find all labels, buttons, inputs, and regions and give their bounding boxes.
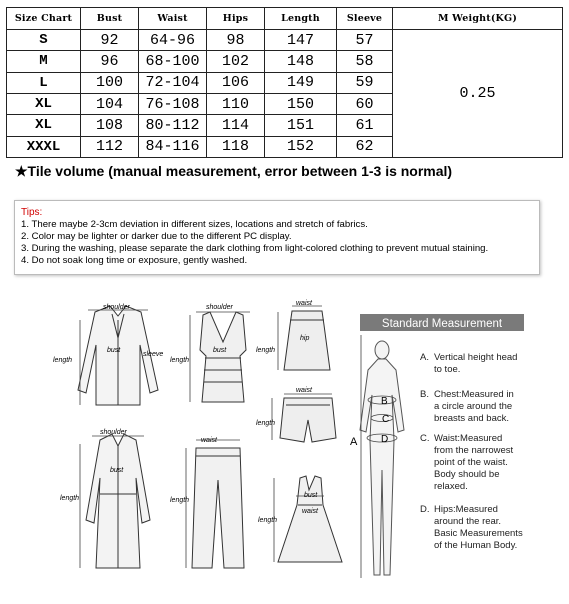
measurement-note: ★Tile volume (manual measurement, error between 1-3 is normal) bbox=[15, 163, 453, 179]
table-cell: 59 bbox=[337, 72, 393, 93]
weight-cell: 0.25 bbox=[393, 30, 563, 158]
table-cell: 62 bbox=[337, 136, 393, 157]
sleeve-label: sleeve bbox=[143, 351, 164, 358]
table-cell: 61 bbox=[337, 115, 393, 136]
tip-line: 3. During the washing, please separate the dark clothing from light-colored clothing to prevent mutual staining. bbox=[21, 243, 489, 254]
item-line: point of the waist. bbox=[434, 457, 508, 468]
header-cell: Sleeve bbox=[337, 8, 393, 30]
table-cell: 60 bbox=[337, 93, 393, 114]
tip-line: 2. Color may be lighter or darker due to the different PC display. bbox=[21, 231, 292, 242]
table-cell: 147 bbox=[265, 30, 337, 51]
table-cell: 150 bbox=[265, 93, 337, 114]
table-cell: S bbox=[7, 30, 81, 51]
waist-label: waist bbox=[201, 437, 217, 444]
shoulder-label: shoulder bbox=[103, 304, 130, 311]
coat-icon bbox=[86, 434, 150, 568]
table-cell: 152 bbox=[265, 136, 337, 157]
letter-c: C bbox=[382, 414, 390, 425]
table-cell: 76-108 bbox=[139, 93, 207, 114]
table-cell: 64-96 bbox=[139, 30, 207, 51]
table-cell: 100 bbox=[81, 72, 139, 93]
letter-b: B bbox=[381, 396, 388, 407]
waist-label: waist bbox=[296, 387, 312, 394]
shoulder-label: shoulder bbox=[206, 304, 233, 311]
shorts-icon bbox=[280, 398, 336, 442]
table-cell: M bbox=[7, 51, 81, 72]
header-cell: Length bbox=[265, 8, 337, 30]
item-letter: C. bbox=[420, 433, 430, 444]
item-line: Hips:Measured bbox=[434, 504, 498, 515]
header-cell: M Weight(KG) bbox=[393, 8, 563, 30]
item-line: breasts and back. bbox=[434, 413, 509, 424]
shoulder-label: shoulder bbox=[100, 429, 127, 436]
table-cell: XL bbox=[7, 93, 81, 114]
length-label: length bbox=[60, 495, 80, 502]
table-cell: XXXL bbox=[7, 136, 81, 157]
item-line: of the Human Body. bbox=[434, 540, 518, 551]
table-cell: 149 bbox=[265, 72, 337, 93]
bust-label: bust bbox=[107, 347, 121, 354]
bust-label: bust bbox=[110, 467, 124, 474]
tip-line: 1. There maybe 2-3cm deviation in different sizes, locations and stretch of fabrics. bbox=[21, 219, 368, 230]
item-line: Vertical height head bbox=[434, 352, 518, 363]
table-cell: L bbox=[7, 72, 81, 93]
header-cell: Waist bbox=[139, 8, 207, 30]
tip-line: 4. Do not soak long time or exposure, gently washed. bbox=[21, 255, 248, 266]
length-label: length bbox=[170, 357, 190, 364]
tips-title: Tips: bbox=[21, 207, 43, 218]
table-cell: 80-112 bbox=[139, 115, 207, 136]
measurement-item-b bbox=[420, 389, 514, 424]
table-cell: 84-116 bbox=[139, 136, 207, 157]
standard-measurement-panel bbox=[350, 314, 524, 578]
measurement-item-a bbox=[420, 352, 517, 375]
header-cell: Size Chart bbox=[7, 8, 81, 30]
table-cell: 114 bbox=[207, 115, 265, 136]
table-cell: 118 bbox=[207, 136, 265, 157]
hip-label: hip bbox=[300, 335, 310, 342]
standard-title: Standard Measurement bbox=[381, 318, 503, 330]
table-cell: 106 bbox=[207, 72, 265, 93]
waist-label: waist bbox=[302, 508, 318, 515]
table-cell: 98 bbox=[207, 30, 265, 51]
table-cell: 68-100 bbox=[139, 51, 207, 72]
table-cell: 108 bbox=[81, 115, 139, 136]
item-line: Body should be bbox=[434, 469, 500, 480]
item-line: Basic Measurements bbox=[434, 528, 523, 539]
item-letter: A. bbox=[420, 352, 429, 363]
item-letter: D. bbox=[420, 504, 430, 515]
letter-d: D bbox=[381, 434, 389, 445]
table-cell: 148 bbox=[265, 51, 337, 72]
header-cell: Hips bbox=[207, 8, 265, 30]
table-cell: 92 bbox=[81, 30, 139, 51]
table-cell: 104 bbox=[81, 93, 139, 114]
item-line: Waist:Measured bbox=[434, 433, 503, 444]
waist-label: waist bbox=[296, 300, 312, 307]
human-figure-icon bbox=[360, 341, 404, 575]
tank-top-icon bbox=[200, 312, 246, 402]
length-label: length bbox=[53, 357, 73, 364]
table-cell: 72-104 bbox=[139, 72, 207, 93]
letter-a: A bbox=[350, 436, 358, 448]
item-letter: B. bbox=[420, 389, 429, 400]
dress-icon bbox=[278, 476, 342, 562]
length-label: length bbox=[170, 497, 190, 504]
length-label: length bbox=[256, 420, 276, 427]
item-line: from the narrowest bbox=[434, 445, 514, 456]
item-line: a circle around the bbox=[434, 401, 513, 412]
item-line: to toe. bbox=[434, 364, 461, 375]
item-line: around the rear. bbox=[434, 516, 502, 527]
table-cell: 112 bbox=[81, 136, 139, 157]
item-line: relaxed. bbox=[434, 481, 468, 492]
table-cell: 102 bbox=[207, 51, 265, 72]
table-cell: 96 bbox=[81, 51, 139, 72]
length-label: length bbox=[258, 517, 278, 524]
measurement-item-c bbox=[420, 433, 514, 492]
table-cell: XL bbox=[7, 115, 81, 136]
table-cell: 110 bbox=[207, 93, 265, 114]
length-label: length bbox=[256, 347, 276, 354]
measurement-item-d bbox=[420, 504, 523, 551]
table-cell: 57 bbox=[337, 30, 393, 51]
table-cell: 58 bbox=[337, 51, 393, 72]
bust-label: bust bbox=[304, 492, 318, 499]
header-cell: Bust bbox=[81, 8, 139, 30]
item-line: Chest:Measured in bbox=[434, 389, 514, 400]
bust-label: bust bbox=[213, 347, 227, 354]
table-cell: 151 bbox=[265, 115, 337, 136]
pants-icon bbox=[192, 448, 244, 568]
